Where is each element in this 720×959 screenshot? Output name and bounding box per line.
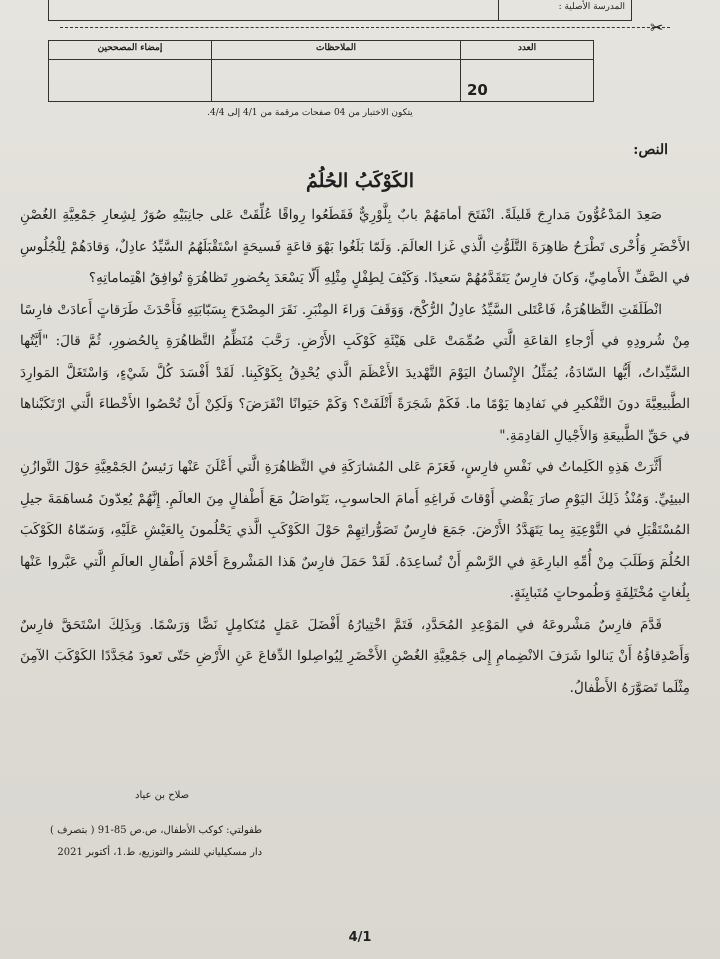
school-info-strip xyxy=(48,0,632,21)
source-reference xyxy=(50,820,262,864)
score-header: العدد xyxy=(461,41,594,60)
grade-table xyxy=(48,40,594,102)
remarks-header: الملاحظات xyxy=(212,41,461,60)
score-value: 20 xyxy=(461,60,594,102)
signature-cell xyxy=(49,60,212,102)
graders-signature-header: إمضاء المصححين xyxy=(49,41,212,60)
paragraph-1: صَعِدَ المَدْعُوُّونَ مَدارِجَ قَليلَةً. انْفَتَحَ أمامَهُمْ بابٌ بِلَّوْرِيٌّ فَقَطَعُوا رِواقًا عُلِّقَتْ عَلى جانِبَيْهِ صُوَرٌ لِشِعارِ جَمْعِيَّةِ الغُصْنِ الأَخْضَرِ وَأُخْرى تَطْرَحُ ظاهِرَةَ التَّلَوُّثِ الَّذي غَزا العالَمَ. وَلَمّا بَلَغُوا بَهْوَ قاعَةٍ فَسيحَةٍ اسْتَقْبَلَهُمُ السَّيِّدُ عادِلٌ، وَقادَهُمْ لِلْجُلُوسِ في الصَّفِّ الأَمامِيِّ، وَكانَ فارِسٌ يَتَقَدَّمُهُمْ سَعيدًا. وَكَيْفَ لِطِفْلٍ مِثْلِهِ أَلّا يَسْعَدَ بِحُضورِ تَظاهُرَةٍ تُوافِقُ اهْتِماماتِهِ؟ xyxy=(20,207,690,286)
paragraph-3: أَثَّرَتْ هَذِهِ الكَلِماتُ في نَفْسِ فارِسٍ، فَعَزَمَ عَلى المُشارَكَةِ في التَّظاهُرَةِ الَّتي أَعْلَنَ عَنْها رَئيسُ الجَمْعِيَّةِ حَوْلَ التَّوازُنِ البيئِيِّ. وَمُنْذُ ذَلِكَ اليَوْمِ صارَ يَقْضي أَوْقاتَ فَراغِهِ أَمامَ الحاسوبِ، يَتَواصَلُ مَعَ أَطْفالٍ مِنَ العالَمِ. إِنَّهُمْ يُعِدّونَ مُساهَمَةَ جيلِ المُسْتَقْبَلِ في التَّوْعِيَةِ بِما يَتَهَدَّدُ الأَرْضَ. جَمَعَ فارِسٌ تَصَوُّراتِهِمْ حَوْلَ الكَوْكَبِ الَّذي يَحْلُمونَ بِالعَيْشِ عَلَيْهِ، وَسَمّاهُ الكَوْكَبَ الحُلُمَ وَطَلَبَ مِنْ أُمِّهِ البارِعَةِ في الرَّسْمِ أَنْ تُساعِدَهُ. لَقَدْ حَمَلَ فارِسٌ هَذا المَشْروعَ أَحْلامَ أَطْفالِ العالَمِ الَّتي عَبَّروا عَنْها بِلُغاتٍ مُخْتَلِفَةٍ وَطُموحاتٍ مُتَبايِنَةٍ. xyxy=(20,459,690,601)
paragraph-2: انْطَلَقَتِ التَّظاهُرَةُ، فَاعْتَلى السَّيِّدُ عادِلٌ الرُّكْحَ، وَوَقَفَ وَراءَ المِنْبَرِ. نَقَرَ المِصْدَحَ بِسَبّابَتِهِ فَأَحْدَثَ طَرَقاتٍ أَعادَتْ فارِسًا مِنْ شُرودِهِ في أَرْجاءِ القاعَةِ الَّتي صُمِّمَتْ عَلى هَيْئَةِ كَوْكَبِ الأَرْضِ. رَحَّبَ مُنَظِّمُ التَّظاهُرَةِ بِالحُضورِ، ثُمَّ قالَ: "أَيَّتُها السَّيِّداتُ، أَيُّها السّادَةُ، يُمَثِّلُ الإِنْسانُ اليَوْمَ التَّهْديدَ الأَعْظَمَ الَّذي يُحْدِقُ بِكَوْكَبِنا. لَقَدْ أَفْسَدَ كُلَّ شَيْءٍ، وَاسْتَغَلَّ المَوارِدَ الطَّبيعِيَّةَ دونَ التَّفْكيرِ في نَفادِها يَوْمًا ما. فَكَمْ شَجَرَةً أَتْلَفَتْ؟ وَكَمْ حَيَوانًا انْقَرَضَ؟ وَلَكِنْ أَنْ تُحْصُوا الأَخْطاءَ الَّتي ارْتَكَبْناها في حَقِّ الطَّبيعَةِ وَالأَجْيالِ القادِمَةِ." xyxy=(20,301,690,444)
reading-text xyxy=(20,200,690,704)
cut-line xyxy=(60,27,670,28)
exam-page-note: يتكون الاختبار من 04 صفحات مرقمة من 4/1 إلى 4/4. xyxy=(207,108,413,118)
source-line-1: طفولتي: كوكب الأطفال، ص.ص 85-91 ( بتصرف ) xyxy=(50,825,263,836)
school-value-cell xyxy=(49,0,498,20)
source-line-2: دار مسكيلياني للنشر والتوزيع، ط.1، أكتوبر 2021 xyxy=(57,847,263,858)
scissors-icon: ✂ xyxy=(650,18,664,37)
paragraph-4: قَدَّمَ فارِسٌ مَشْروعَهُ في المَوْعِدِ المُحَدَّدِ، فَتَمَّ اخْتِيارُهُ أَفْضَلَ عَمَلٍ مُتَكامِلٍ نَصًّا وَرَسْمًا. وَبِذَلِكَ اسْتَحَقَّ فارِسٌ وَأَصْدِقاؤُهُ أَنْ يَنالوا شَرَفَ الانْضِمامِ إِلى جَمْعِيَّةِ الغُصْنِ الأَخْضَرِ لِيُواصِلوا الدِّفاعَ عَنِ الأَرْضِ حَتّى تَعودَ مُجَدَّدًا الكَوْكَبَ الآمِنَ مِثْلَما تَصَوَّرَهُ الأَطْفالُ. xyxy=(20,616,690,696)
text-title: الكَوْكَبُ الحُلُمُ xyxy=(306,170,414,192)
page-number: 4/1 xyxy=(348,930,372,945)
author-name: صلاح بن عياد xyxy=(135,790,190,801)
section-label: النص: xyxy=(633,142,668,158)
school-label: المدرسة الأصلية : xyxy=(498,0,631,20)
remarks-cell xyxy=(212,60,461,102)
